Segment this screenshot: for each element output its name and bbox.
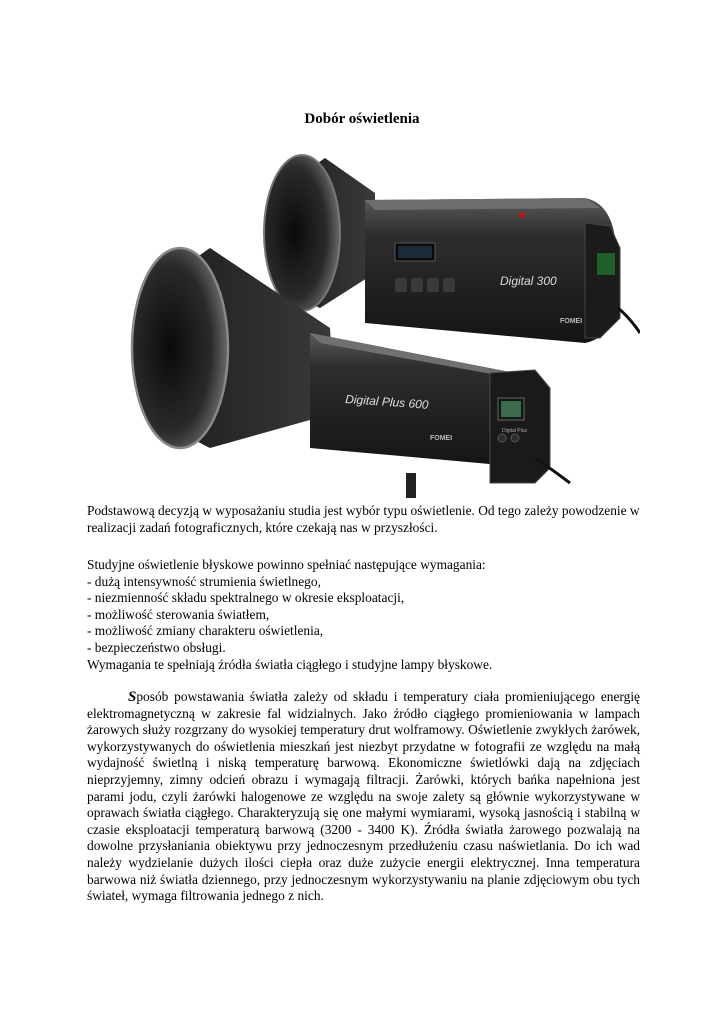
drop-letter: S — [128, 689, 137, 705]
requirement-item: - niezmienność składu spektralnego w okresie eksploatacji, — [87, 590, 405, 606]
lower-panel-label: Digital Plus — [502, 428, 528, 434]
upper-brand-label: FOMEI — [560, 318, 583, 325]
requirements-section — [87, 557, 640, 673]
lower-brand-label: FOMEI — [430, 435, 453, 442]
body-paragraph — [87, 689, 640, 905]
studio-lamps-photo — [130, 148, 640, 498]
requirements-lead: Studyjne oświetlenie błyskowe powinno spełniać następujące wymagania: — [87, 557, 486, 572]
body-text: posób powstawania światła zależy od składu i temperatury ciała promieniującego energię elektromagnetyczną w zakresie fal widzialnych. Jako źródło ciągłego promieniowania w lampach żarowych służy rozgrzany do wysokiej temperatury drut wolframowy. Oświetlenie zwykłych żarówek, wykorzystywanych do oświetlenia mieszkań jest niezbyt przydatne w fotografii ze względu na małą wydajność świetlną i niską temperaturę barwową. Ekonomiczne świetlówki dają na zdjęciach nieprzyjemny, zimny odcień obrazu i wymagają filtracji. Żarówki, których bańka napełniona jest parami jodu, czyli żarówki halogenowe ze względu na swoje zalety są głównie wykorzystywane w oprawach światła ciągłego. Charakteryzują się one małymi wymiarami, wysoką jasnością i stabilną w czasie eksploatacji temperaturą barwową (3200 - 3400 K). Źródła światła żarowego pozwalają na dowolne przysłaniania obiektywu przy jednoczesnym przedłużeniu czasu naświetlania. Do ich wad należy wydzielanie dużych ilości ciepła oraz duże zużycie energii elektrycznej. Inna temperatura barwowa niż światła dziennego, przy jednoczesnym wykorzystywaniu na planie zdjęciowym obu tych świateł, wymaga filtrowania jednego z nich. — [87, 689, 640, 904]
requirement-item: - bezpieczeństwo obsługi. — [87, 639, 226, 655]
upper-model-label: Digital 300 — [500, 274, 557, 288]
page-title: Dobór oświetlenia — [304, 111, 420, 127]
requirements-closing: Wymagania te spełniają źródła światła ciągłego i studyjne lampy błyskowe. — [87, 656, 493, 672]
requirement-item: - dużą intensywność strumienia świetlnego, — [87, 573, 321, 589]
upper-lamp — [264, 155, 640, 343]
requirement-item: - możliwość sterowania światłem, — [87, 606, 270, 622]
requirement-item: - możliwość zmiany charakteru oświetlenia, — [87, 623, 324, 639]
intro-paragraph: Podstawową decyzją w wyposażaniu studia jest wybór typu oświetlenie. Od tego zależy powodzenie w realizacji zadań fotograficznych, które czekają nas w przyszłości. — [87, 503, 640, 535]
lower-model-label: Digital Plus 600 — [344, 392, 429, 412]
